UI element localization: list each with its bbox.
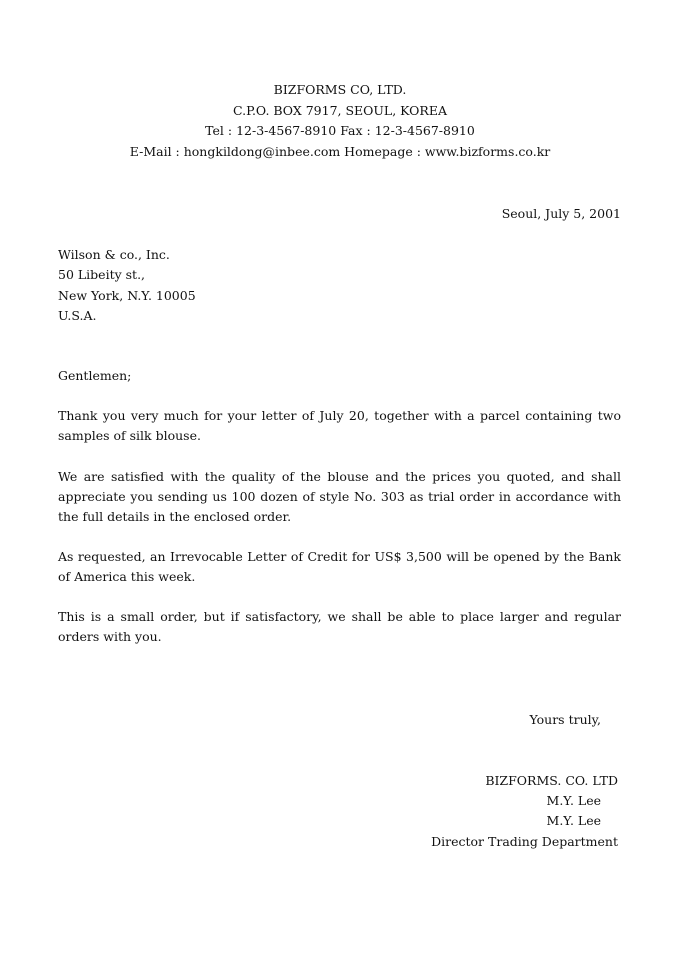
letterhead-company: BIZFORMS CO, LTD. xyxy=(273,82,407,97)
closing: Yours truly, xyxy=(529,712,601,727)
letterhead-email-homepage: E-Mail : hongkildong@inbee.com Homepage : www.bizforms.co.kr xyxy=(129,144,551,159)
signature-company: BIZFORMS. CO. LTD xyxy=(485,773,618,788)
body-paragraph-1: Thank you very much for your letter of July 20, together with a parcel containing two samples of silk blouse. xyxy=(58,408,621,443)
letterhead-address: C.P.O. BOX 7917, SEOUL, KOREA xyxy=(232,103,447,118)
body-paragraph-3: As requested, an Irrevocable Letter of Credit for US$ 3,500 will be opened by the Bank of America this week. xyxy=(58,549,621,584)
letterhead-tel-fax: Tel : 12-3-4567-8910 Fax : 12-3-4567-8910 xyxy=(205,123,475,138)
recipient-country: U.S.A. xyxy=(58,308,97,323)
recipient-city: New York, N.Y. 10005 xyxy=(58,288,196,303)
recipient-name: Wilson & co., Inc. xyxy=(58,247,170,262)
signature-title: Director Trading Department xyxy=(431,834,618,849)
recipient-street: 50 Libeity st., xyxy=(58,267,146,282)
salutation: Gentlemen; xyxy=(58,368,132,383)
letter-date: Seoul, July 5, 2001 xyxy=(501,206,621,221)
signature-name-typed: M.Y. Lee xyxy=(546,813,601,828)
body-paragraph-2: We are satisfied with the quality of the blouse and the prices you quoted, and shall appreciate you sending us 100 dozen of style No. 303 as trial order in accordance with the full details in the enclosed order. xyxy=(58,469,621,524)
signature-name: M.Y. Lee xyxy=(546,793,601,808)
body-paragraph-4: This is a small order, but if satisfactory, we shall be able to place larger and regular orders with you. xyxy=(58,609,621,644)
